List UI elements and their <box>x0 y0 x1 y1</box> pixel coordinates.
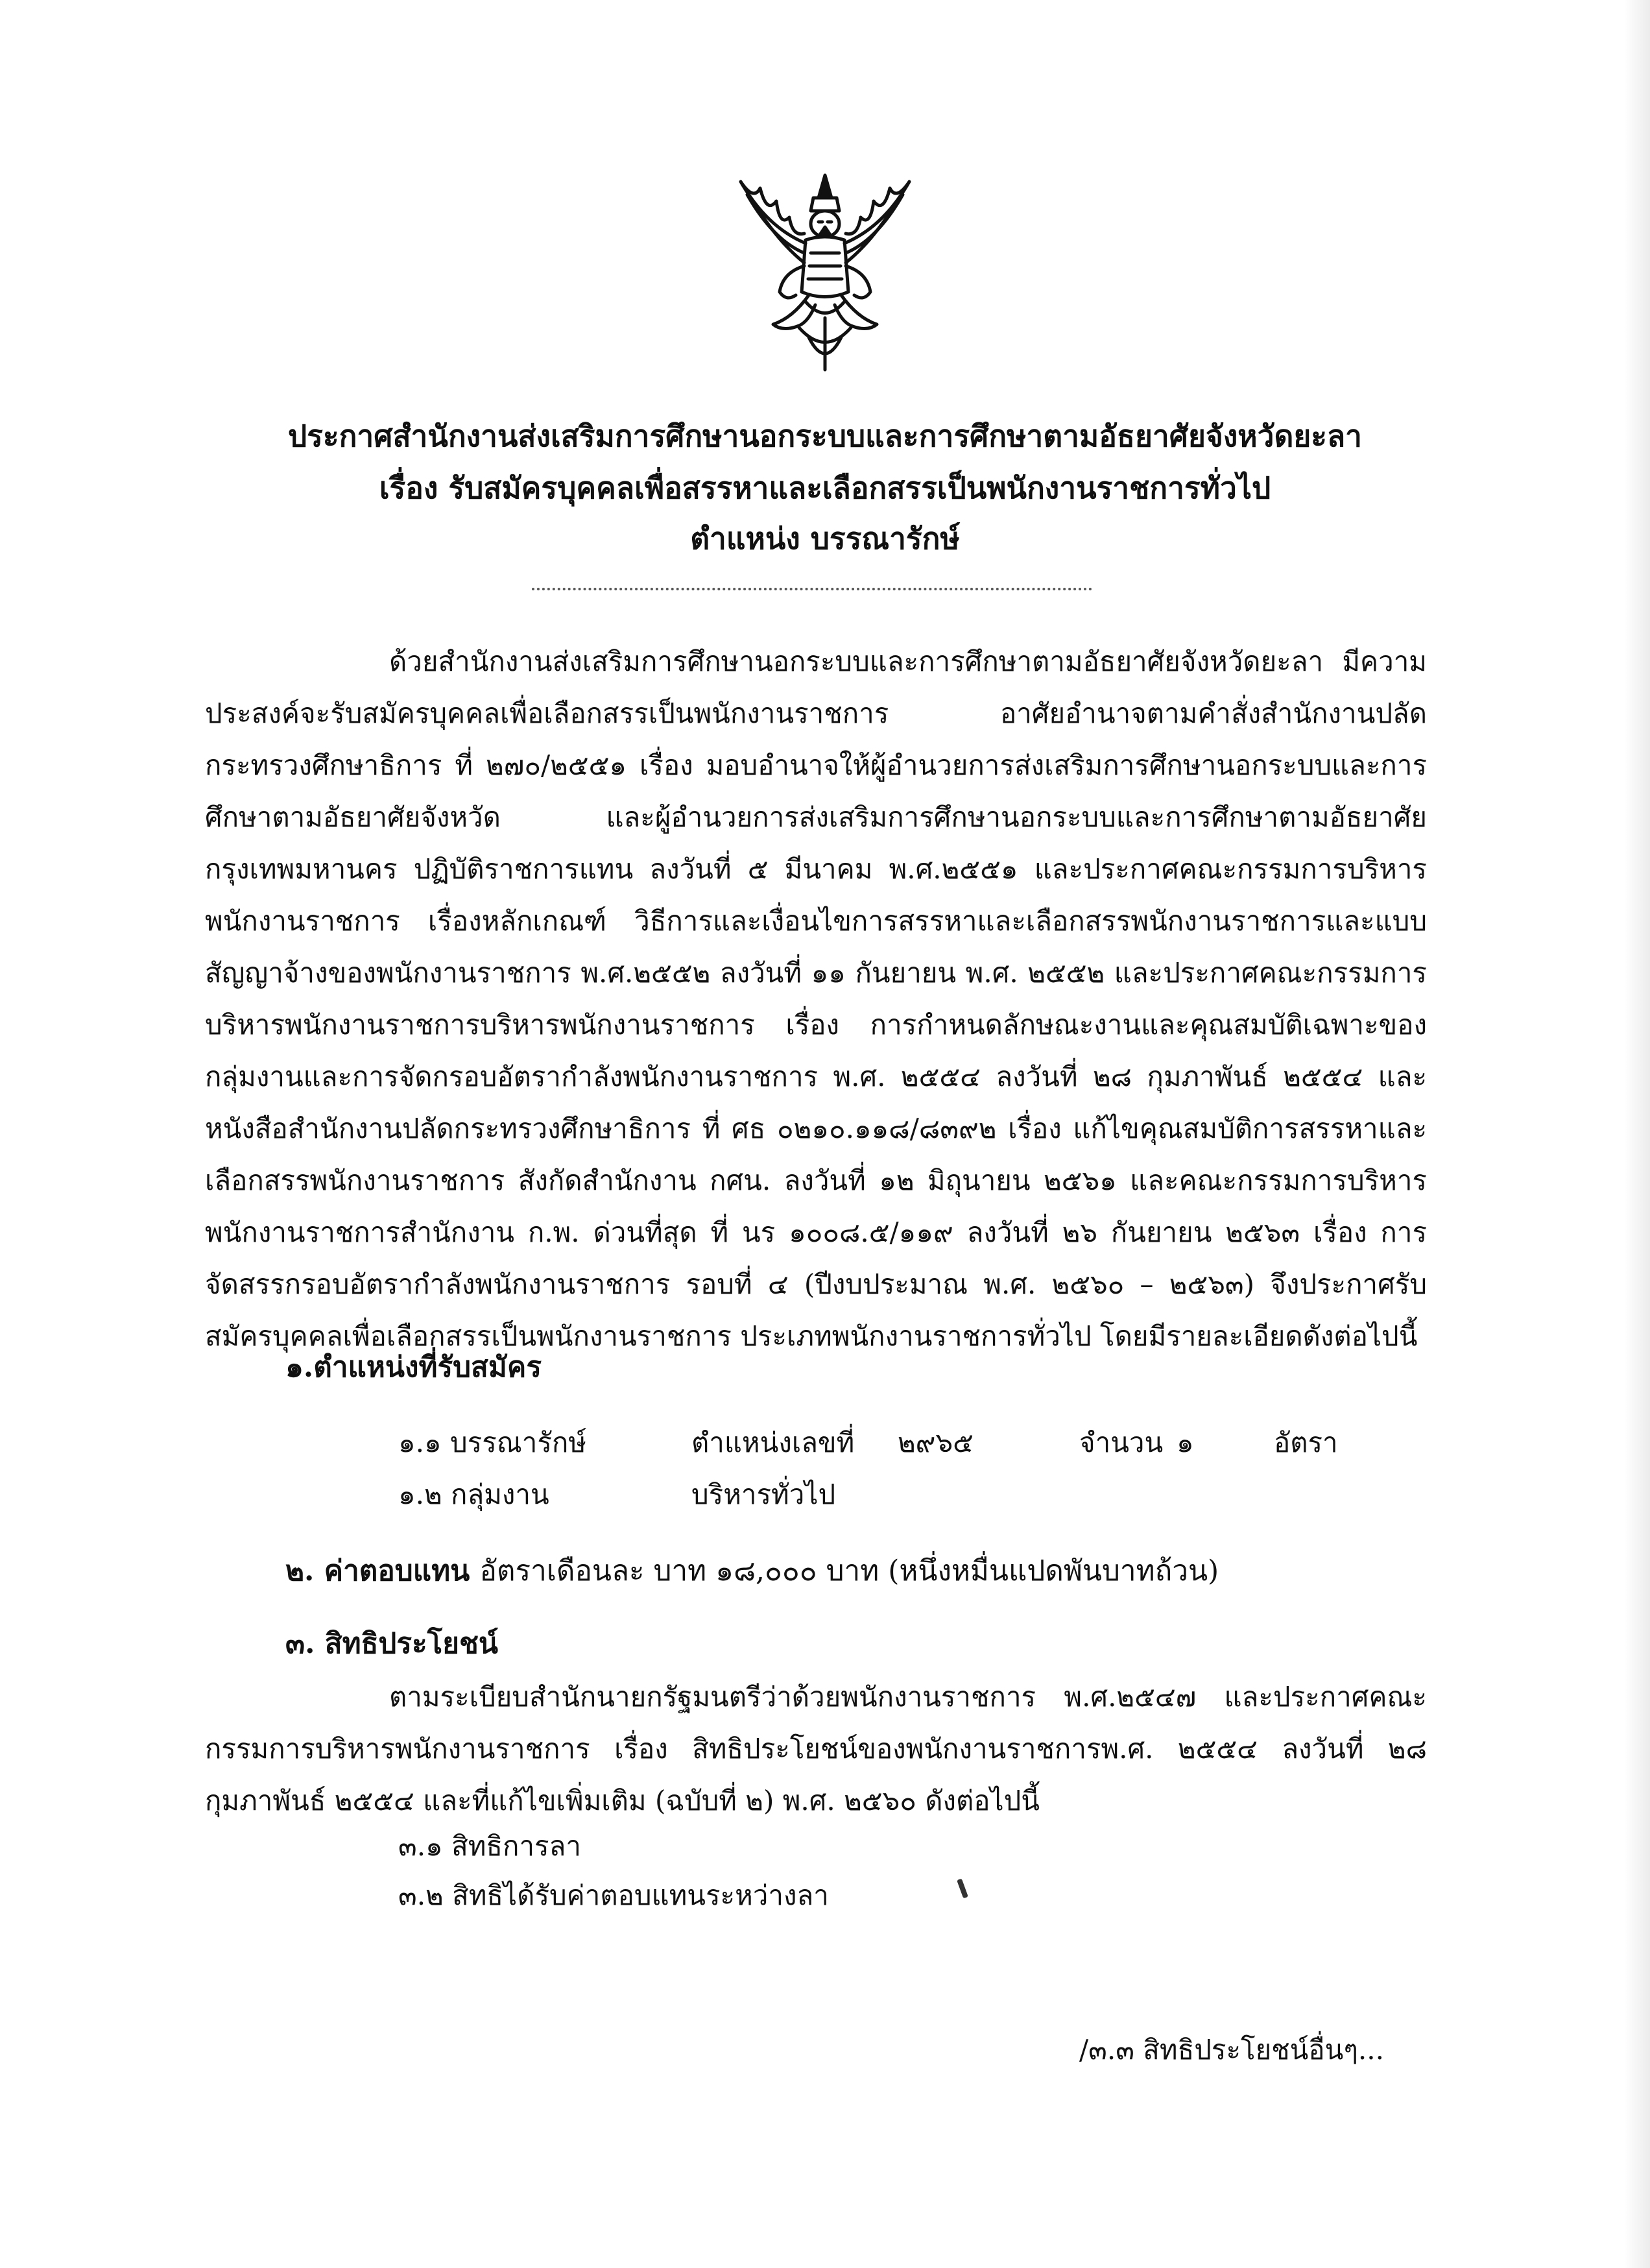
announcement-position: ตำแหน่ง บรรณารักษ์ <box>690 521 960 556</box>
benefits-paragraph: ตามระเบียบสำนักนายกรัฐมนตรีว่าด้วยพนักงานราชการ พ.ศ.๒๕๔๗ และประกาศคณะกรรมการบริหารพนักงานราชการ เรื่อง สิทธิประโยชน์ของพนักงานราชการพ.ศ. ๒๕๕๔ ลงวันที่ ๒๘ กุมภาพันธ์ ๒๕๕๔ และที่แก้ไขเพิ่มเติม (ฉบับที่ ๒) พ.ศ. ๒๕๖๐ ดังต่อไปนี้ <box>205 1681 1427 1816</box>
work-group-value: บริหารทั่วไป <box>691 1478 836 1510</box>
section-1-heading: ๑.ตำแหน่งที่รับสมัคร <box>285 1351 542 1384</box>
benefit-item: ๓.๑ สิทธิการลา <box>398 1830 581 1862</box>
announcement-subject: เรื่อง รับสมัครบุคคลเพื่อสรรหาและเลือกสรรเป็นพนักงานราชการทั่วไป <box>379 470 1271 505</box>
section-3-heading: ๓. สิทธิประโยชน์ <box>285 1627 498 1660</box>
benefit-item: ๓.๒ สิทธิได้รับค่าตอบแทนระหว่างลา <box>398 1879 829 1911</box>
dotted-divider <box>532 588 1092 590</box>
garuda-emblem-icon <box>721 162 929 376</box>
position-row-label: ๑.๑ บรรณารักษ์ <box>398 1427 587 1458</box>
position-number-label: ตำแหน่งเลขที่ <box>691 1427 855 1458</box>
count-unit: อัตรา <box>1274 1427 1338 1458</box>
section-2-heading <box>285 1552 1219 1591</box>
work-group-label: ๑.๒ กลุ่มงาน <box>398 1478 549 1510</box>
scan-edge-shadow <box>1624 0 1650 2268</box>
compensation-text: อัตราเดือนละ บาท ๑๘,๐๐๐ บาท (หนึ่งหมื่นแปดพันบาทถ้วน) <box>479 1554 1219 1587</box>
scan-speck <box>957 1879 968 1899</box>
compensation-heading: ๒. ค่าตอบแทน <box>285 1554 470 1587</box>
position-number-value: ๒๙๖๕ <box>898 1427 974 1458</box>
count-value: ๑ <box>1177 1427 1194 1458</box>
intro-paragraph: ด้วยสำนักงานส่งเสริมการศึกษานอกระบบและการศึกษาตามอัธยาศัยจังหวัดยะลา มีความประสงค์จะรับสมัครบุคคลเพื่อเลือกสรรเป็นพนักงานราชการ อาศัยอำนาจตามคำสั่งสำนักงานปลัดกระทรวงศึกษาธิการ ที่ ๒๗๐/๒๕๕๑ เรื่อง มอบอำนาจให้ผู้อำนวยการส่งเสริมการศึกษานอกระบบและการศึกษาตามอัธยาศัยจังหวัด และผู้อำนวยการส่งเสริมการศึกษานอกระบบและการศึกษาตามอัธยาศัยกรุงเทพมหานคร ปฏิบัติราชการแทน ลงวันที่ ๕ มีนาคม พ.ศ.๒๕๕๑ และประกาศคณะกรรมการบริหารพนักงานราชการ เรื่องหลักเกณฑ์ วิธีการและเงื่อนไขการสรรหาและเลือกสรรพนักงานราชการและแบบสัญญาจ้างของพนักงานราชการ พ.ศ.๒๕๕๒ ลงวันที่ ๑๑ กันยายน พ.ศ. ๒๕๕๒ และประกาศคณะกรรมการบริหารพนักงานราชการบริหารพนักงานราชการ เรื่อง การกำหนดลักษณะงานและคุณสมบัติเฉพาะของกลุ่มงานและการจัดกรอบอัตรากำลังพนักงานราชการ พ.ศ. ๒๕๕๔ ลงวันที่ ๒๘ กุมภาพันธ์ ๒๕๕๔ และหนังสือสำนักงานปลัดกระทรวงศึกษาธิการ ที่ ศธ ๐๒๑๐.๑๑๘/๘๓๙๒ เรื่อง แก้ไขคุณสมบัติการสรรหาและเลือกสรรพนักงานราชการ สังกัดสำนักงาน กศน. ลงวันที่ ๑๒ มิถุนายน ๒๕๖๑ และคณะกรรมการบริหารพนักงานราชการสำนักงาน ก.พ. ด่วนที่สุด ที่ นร ๑๐๐๘.๕/๑๑๙ ลงวันที่ ๒๖ กันยายน ๒๕๖๓ เรื่อง การจัดสรรกรอบอัตรากำลังพนักงานราชการ รอบที่ ๔ (ปีงบประมาณ พ.ศ. ๒๕๖๐ – ๒๕๖๓) จึงประกาศรับสมัครบุคคลเพื่อเลือกสรรเป็นพนักงานราชการ ประเภทพนักงานราชการทั่วไป โดยมีรายละเอียดดังต่อไปนี้ <box>205 645 1427 1352</box>
page-continuation: /๓.๓ สิทธิประโยชน์อื่นๆ... <box>1079 2034 1384 2066</box>
count-label: จำนวน <box>1079 1427 1164 1458</box>
announcement-title: ประกาศสำนักงานส่งเสริมการศึกษานอกระบบและการศึกษาตามอัธยาศัยจังหวัดยะลา <box>287 418 1363 453</box>
